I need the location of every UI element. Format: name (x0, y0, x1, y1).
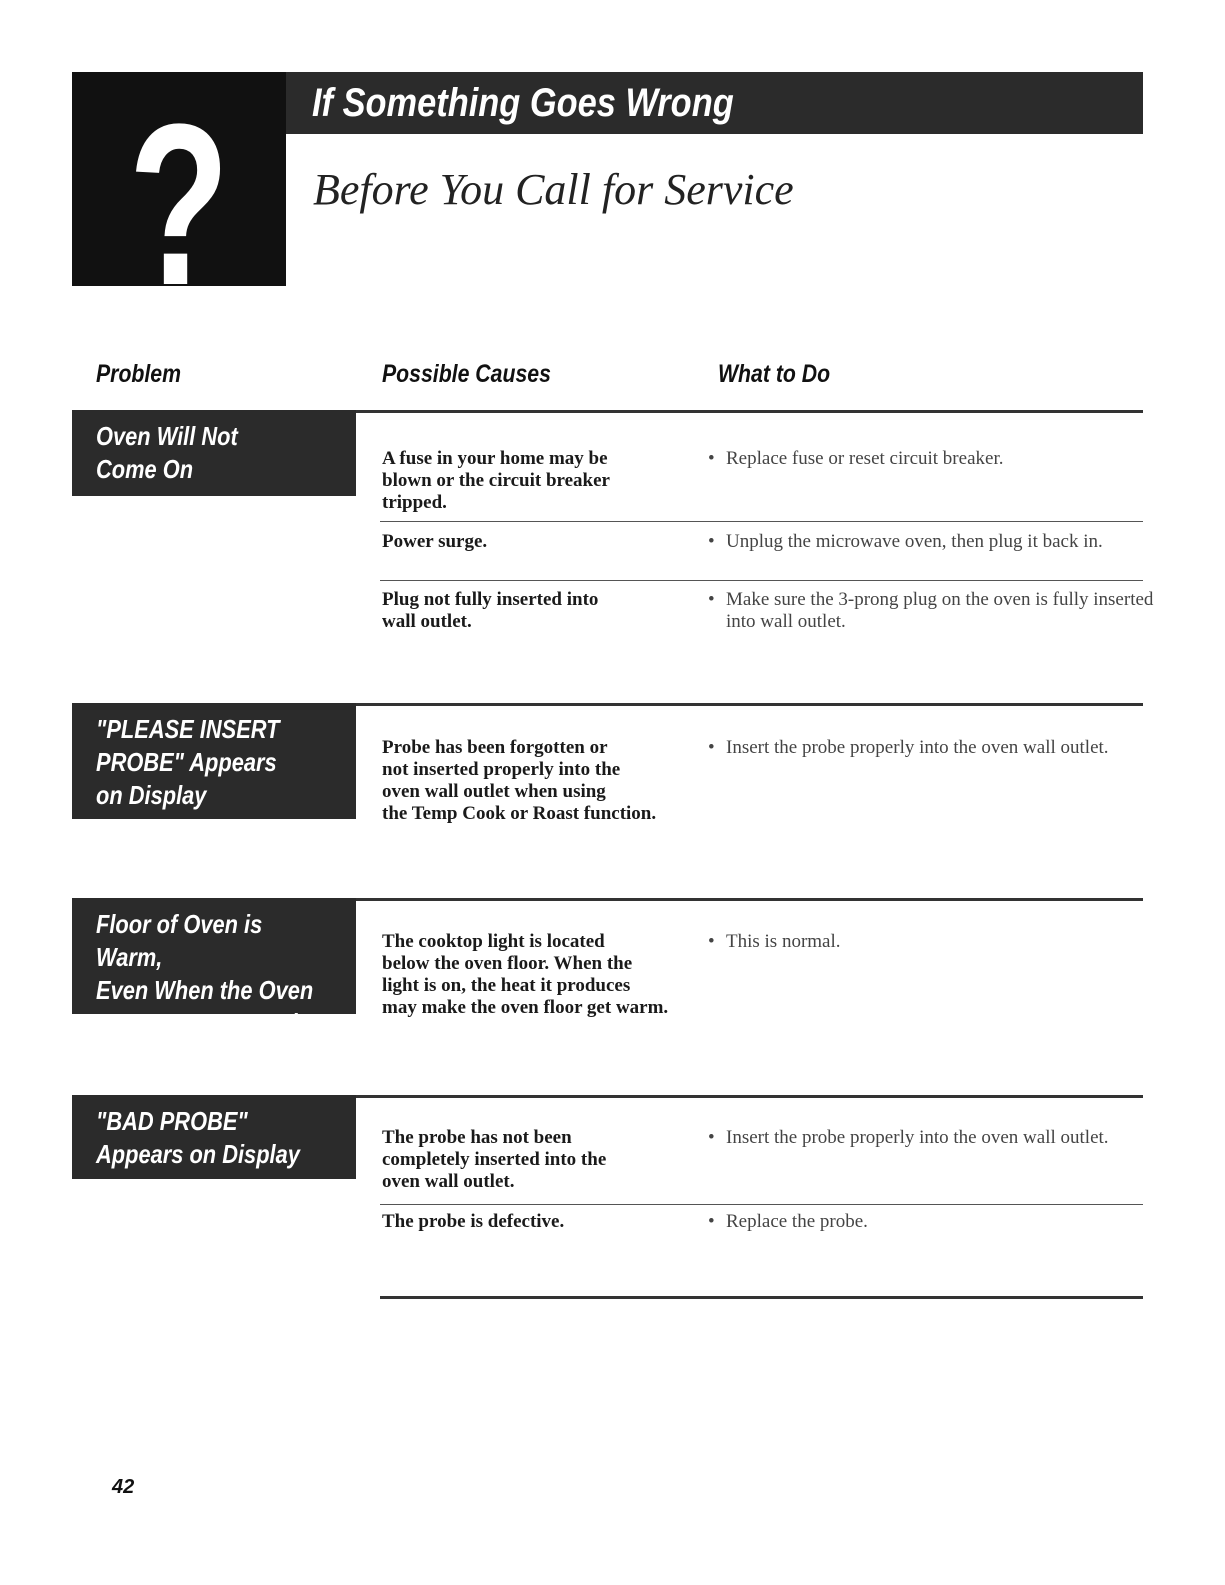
bullet-icon: • (708, 1211, 715, 1232)
row-divider (380, 521, 1143, 522)
title-banner (286, 72, 1143, 134)
cause-text: The cooktop light is located below the oven floor. When the light is on, the heat it produces may make the oven floor get warm. (382, 931, 669, 1018)
problem-box (72, 410, 356, 496)
cause-text: The probe has not been completely inserted into the oven wall outlet. (382, 1127, 607, 1192)
bullet-icon: • (708, 448, 715, 469)
section-divider (356, 410, 1143, 413)
todo-label: Make sure the 3-prong plug on the oven is fully inserted into wall outlet. (726, 589, 1154, 632)
todo-label: Replace fuse or reset circuit breaker. (726, 448, 1004, 469)
footer-divider (380, 1296, 1143, 1299)
column-header-todo: What to Do (718, 360, 831, 388)
todo-label: Unplug the microwave oven, then plug it back in. (726, 531, 1103, 552)
section-divider (356, 1095, 1143, 1098)
todo-label: This is normal. (726, 931, 841, 952)
todo-text (706, 1211, 1156, 1233)
row-divider (380, 580, 1143, 581)
todo-text (706, 589, 1156, 633)
todo-text (706, 737, 1156, 759)
todo-label: Replace the probe. (726, 1211, 868, 1232)
section-divider (356, 898, 1143, 901)
todo-label: Insert the probe properly into the oven wall outlet. (726, 1127, 1109, 1148)
problem-box (72, 703, 356, 819)
problem-label: Floor of Oven is Warm, Even When the Oven Has Not Been Used (96, 909, 314, 1038)
problem-label: "BAD PROBE" Appears on Display (96, 1106, 300, 1169)
bullet-icon: • (708, 737, 715, 758)
todo-text (706, 448, 1156, 470)
row-divider (380, 1204, 1143, 1205)
bullet-icon: • (708, 589, 715, 610)
section-divider (356, 703, 1143, 706)
cause-text: A fuse in your home may be blown or the circuit breaker tripped. (382, 448, 610, 513)
problem-box (72, 1095, 356, 1179)
page-title: If Something Goes Wrong (312, 81, 734, 125)
cause-text: Power surge. (382, 531, 488, 552)
bullet-icon: • (708, 531, 715, 552)
todo-text (706, 531, 1156, 553)
problem-label: "PLEASE INSERT PROBE" Appears on Display (96, 714, 280, 810)
page-number: 42 (112, 1476, 135, 1498)
column-header-causes: Possible Causes (382, 360, 551, 388)
cause-text: Probe has been forgotten or not inserted properly into the oven wall outlet when using the Temp Cook or Roast function. (382, 737, 657, 824)
problem-box (72, 898, 356, 1038)
cause-text: Plug not fully inserted into wall outlet. (382, 589, 599, 632)
problem-label: Oven Will Not Come On (96, 421, 238, 484)
todo-text (706, 1127, 1156, 1149)
bullet-icon: • (708, 1127, 715, 1148)
question-mark-box (72, 72, 286, 333)
todo-text (706, 931, 1156, 953)
column-header-problem: Problem (96, 360, 182, 388)
cause-text: The probe is defective. (382, 1211, 565, 1232)
todo-label: Insert the probe properly into the oven wall outlet. (726, 737, 1109, 758)
question-mark-icon: ? (128, 76, 230, 333)
page-subtitle: Before You Call for Service (313, 165, 794, 214)
bullet-icon: • (708, 931, 715, 952)
